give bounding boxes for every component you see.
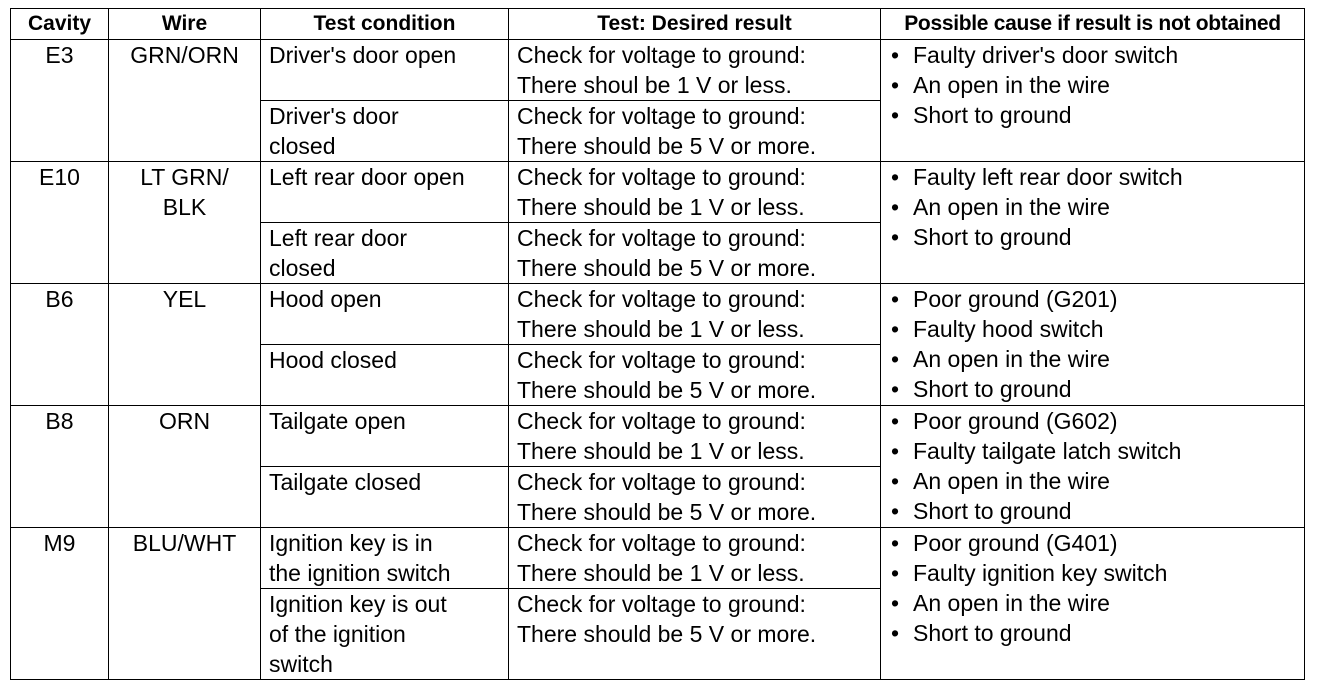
bullet-icon: • [891, 72, 900, 98]
test-condition-cell: Ignition key is in the ignition switch [261, 528, 509, 589]
list-item: • An open in the wire [891, 346, 1110, 372]
bullet-icon: • [891, 346, 900, 372]
desired-result-cell: Check for voltage to ground: There should be 1 V or less. [509, 406, 881, 467]
desired-result-cell: Check for voltage to ground: There should be 1 V or less. [509, 528, 881, 589]
table-row [11, 528, 1305, 589]
desired-result-cell: Check for voltage to ground: There should be 5 V or more. [509, 101, 881, 162]
test-condition-cell: Left rear door open [261, 162, 509, 223]
list-item: • Poor ground (G401) [891, 530, 1118, 556]
header-wire: Wire [109, 9, 261, 40]
bullet-icon: • [891, 42, 900, 68]
test-condition-cell: Driver's door closed [261, 101, 509, 162]
bullet-icon: • [891, 560, 900, 586]
desired-result-cell: Check for voltage to ground: There should be 5 V or more. [509, 467, 881, 528]
test-condition-cell: Tailgate open [261, 406, 509, 467]
list-item: • Faulty hood switch [891, 316, 1104, 342]
wire-cell: YEL [109, 284, 261, 406]
bullet-icon: • [891, 468, 900, 494]
desired-result-cell: Check for voltage to ground: There should be 5 V or more. [509, 589, 881, 680]
cause-list [889, 406, 1296, 526]
bullet-icon: • [891, 376, 900, 402]
bullet-icon: • [891, 530, 900, 556]
test-condition-cell: Left rear door closed [261, 223, 509, 284]
cause-list [889, 284, 1296, 404]
header-row [11, 9, 1305, 40]
bullet-icon: • [891, 438, 900, 464]
cavity-cell: E10 [11, 162, 109, 284]
test-condition-cell: Tailgate closed [261, 467, 509, 528]
possible-cause-cell [881, 406, 1305, 528]
desired-result-cell: Check for voltage to ground: There should be 1 V or less. [509, 284, 881, 345]
header-desired-result: Test: Desired result [509, 9, 881, 40]
bullet-icon: • [891, 194, 900, 220]
test-condition-cell: Hood open [261, 284, 509, 345]
table-row [11, 40, 1305, 101]
test-condition-cell: Ignition key is out of the ignition switch [261, 589, 509, 680]
wire-cell: GRN/ORN [109, 40, 261, 162]
test-condition-cell: Hood closed [261, 345, 509, 406]
list-item: • An open in the wire [891, 468, 1110, 494]
bullet-icon: • [891, 164, 900, 190]
table-row [11, 162, 1305, 223]
list-item: • An open in the wire [891, 72, 1110, 98]
table-body [11, 40, 1305, 680]
cavity-cell: B8 [11, 406, 109, 528]
bullet-icon: • [891, 102, 900, 128]
header-test-condition: Test condition [261, 9, 509, 40]
bullet-icon: • [891, 620, 900, 646]
cause-list [889, 528, 1296, 648]
bullet-icon: • [891, 590, 900, 616]
list-item: • Short to ground [891, 224, 1072, 250]
cavity-cell: B6 [11, 284, 109, 406]
possible-cause-cell [881, 284, 1305, 406]
diagnostic-table [10, 8, 1305, 680]
wire-cell: ORN [109, 406, 261, 528]
bullet-icon: • [891, 408, 900, 434]
list-item: • Short to ground [891, 620, 1072, 646]
test-condition-cell: Driver's door open [261, 40, 509, 101]
list-item: • Short to ground [891, 102, 1072, 128]
cavity-cell: E3 [11, 40, 109, 162]
header-cavity: Cavity [11, 9, 109, 40]
list-item: • Short to ground [891, 498, 1072, 524]
bullet-icon: • [891, 316, 900, 342]
possible-cause-cell [881, 528, 1305, 680]
desired-result-cell: Check for voltage to ground: There shoul be 1 V or less. [509, 40, 881, 101]
list-item: • An open in the wire [891, 590, 1110, 616]
list-item: • Faulty tailgate latch switch [891, 438, 1182, 464]
list-item: • Faulty ignition key switch [891, 560, 1168, 586]
wire-cell: LT GRN/ BLK [109, 162, 261, 284]
list-item: • Faulty driver's door switch [891, 42, 1179, 68]
table-row [11, 284, 1305, 345]
desired-result-cell: Check for voltage to ground: There should be 5 V or more. [509, 223, 881, 284]
bullet-icon: • [891, 286, 900, 312]
table-row [11, 406, 1305, 467]
bullet-icon: • [891, 224, 900, 250]
possible-cause-cell [881, 162, 1305, 284]
desired-result-cell: Check for voltage to ground: There should be 5 V or more. [509, 345, 881, 406]
list-item: • Poor ground (G602) [891, 408, 1118, 434]
desired-result-cell: Check for voltage to ground: There should be 1 V or less. [509, 162, 881, 223]
list-item: • An open in the wire [891, 194, 1110, 220]
list-item: • Poor ground (G201) [891, 286, 1118, 312]
wire-cell: BLU/WHT [109, 528, 261, 680]
cavity-cell: M9 [11, 528, 109, 680]
header-possible-cause: Possible cause if result is not obtained [881, 9, 1305, 40]
cause-list [889, 40, 1296, 130]
list-item: • Faulty left rear door switch [891, 164, 1183, 190]
bullet-icon: • [891, 498, 900, 524]
cause-list [889, 162, 1296, 252]
possible-cause-cell [881, 40, 1305, 162]
list-item: • Short to ground [891, 376, 1072, 402]
